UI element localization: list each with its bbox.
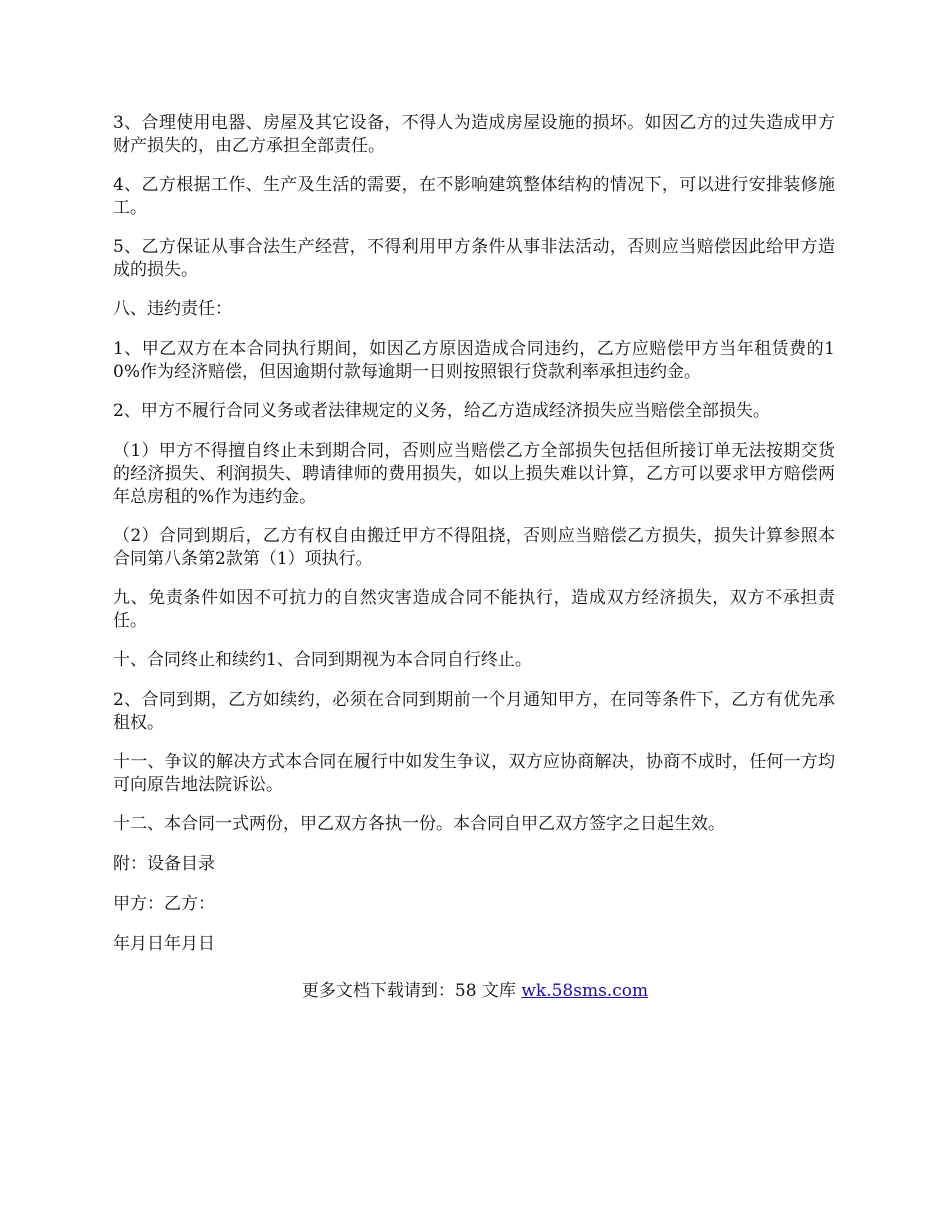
signature-parties: 甲方：乙方： [113, 894, 215, 914]
paragraph-dispute: 十一、争议的解决方式本合同在履行中如发生争议，双方应协商解决，协商不成时，任何一方均可向原告地法院诉讼。 [113, 752, 835, 795]
footer-text: 更多文档下载请到：58 文库 [301, 981, 522, 1001]
paragraph-liability-2-1: （1）甲方不得擅自终止未到期合同，否则应当赔偿乙方全部损失包括但所接订单无法按期交货的经济损失、利润损失、聘请律师的费用损失，如以上损失难以计算，乙方可以要求甲方赔偿两年总房租的%作为违约金。 [113, 441, 835, 507]
footer-link[interactable]: wk.58sms.com [521, 981, 649, 1001]
footer [0, 980, 950, 1003]
paragraph-liability-2: 2、甲方不履行合同义务或者法律规定的义务，给乙方造成经济损失应当赔偿全部损失。 [113, 401, 770, 421]
document-body [113, 112, 835, 973]
signature-dates: 年月日年月日 [113, 934, 215, 954]
paragraph-liability-2-2: （2）合同到期后，乙方有权自由搬迁甲方不得阻挠，否则应当赔偿乙方损失，损失计算参照本合同第八条第2款第（1）项执行。 [113, 526, 835, 569]
section-heading-liability: 八、违约责任： [113, 299, 232, 319]
paragraph-liability-1: 1、甲乙双方在本合同执行期间，如因乙方原因造成合同违约，乙方应赔偿甲方当年租赁费的10%作为经济赔偿，但因逾期付款每逾期一日则按照银行贷款利率承担违约金。 [113, 339, 835, 382]
paragraph-clause-3: 3、合理使用电器、房屋及其它设备，不得人为造成房屋设施的损坏。如因乙方的过失造成甲方财产损失的，由乙方承担全部责任。 [113, 113, 835, 156]
paragraph-clause-4: 4、乙方根据工作、生产及生活的需要，在不影响建筑整体结构的情况下，可以进行安排装修施工。 [113, 175, 835, 218]
paragraph-renewal: 2、合同到期，乙方如续约，必须在合同到期前一个月通知甲方，在同等条件下，乙方有优先承租权。 [113, 690, 835, 733]
paragraph-clause-5: 5、乙方保证从事合法生产经营，不得利用甲方条件从事非法活动，否则应当赔偿因此给甲方造成的损失。 [113, 237, 835, 280]
paragraph-attachment: 附：设备目录 [113, 854, 215, 874]
paragraph-copies: 十二、本合同一式两份，甲乙双方各执一份。本合同自甲乙双方签字之日起生效。 [113, 814, 725, 834]
paragraph-exemption: 九、免责条件如因不可抗力的自然灾害造成合同不能执行，造成双方经济损失，双方不承担责任。 [113, 588, 835, 631]
paragraph-termination: 十、合同终止和续约1、合同到期视为本合同自行终止。 [113, 650, 532, 670]
